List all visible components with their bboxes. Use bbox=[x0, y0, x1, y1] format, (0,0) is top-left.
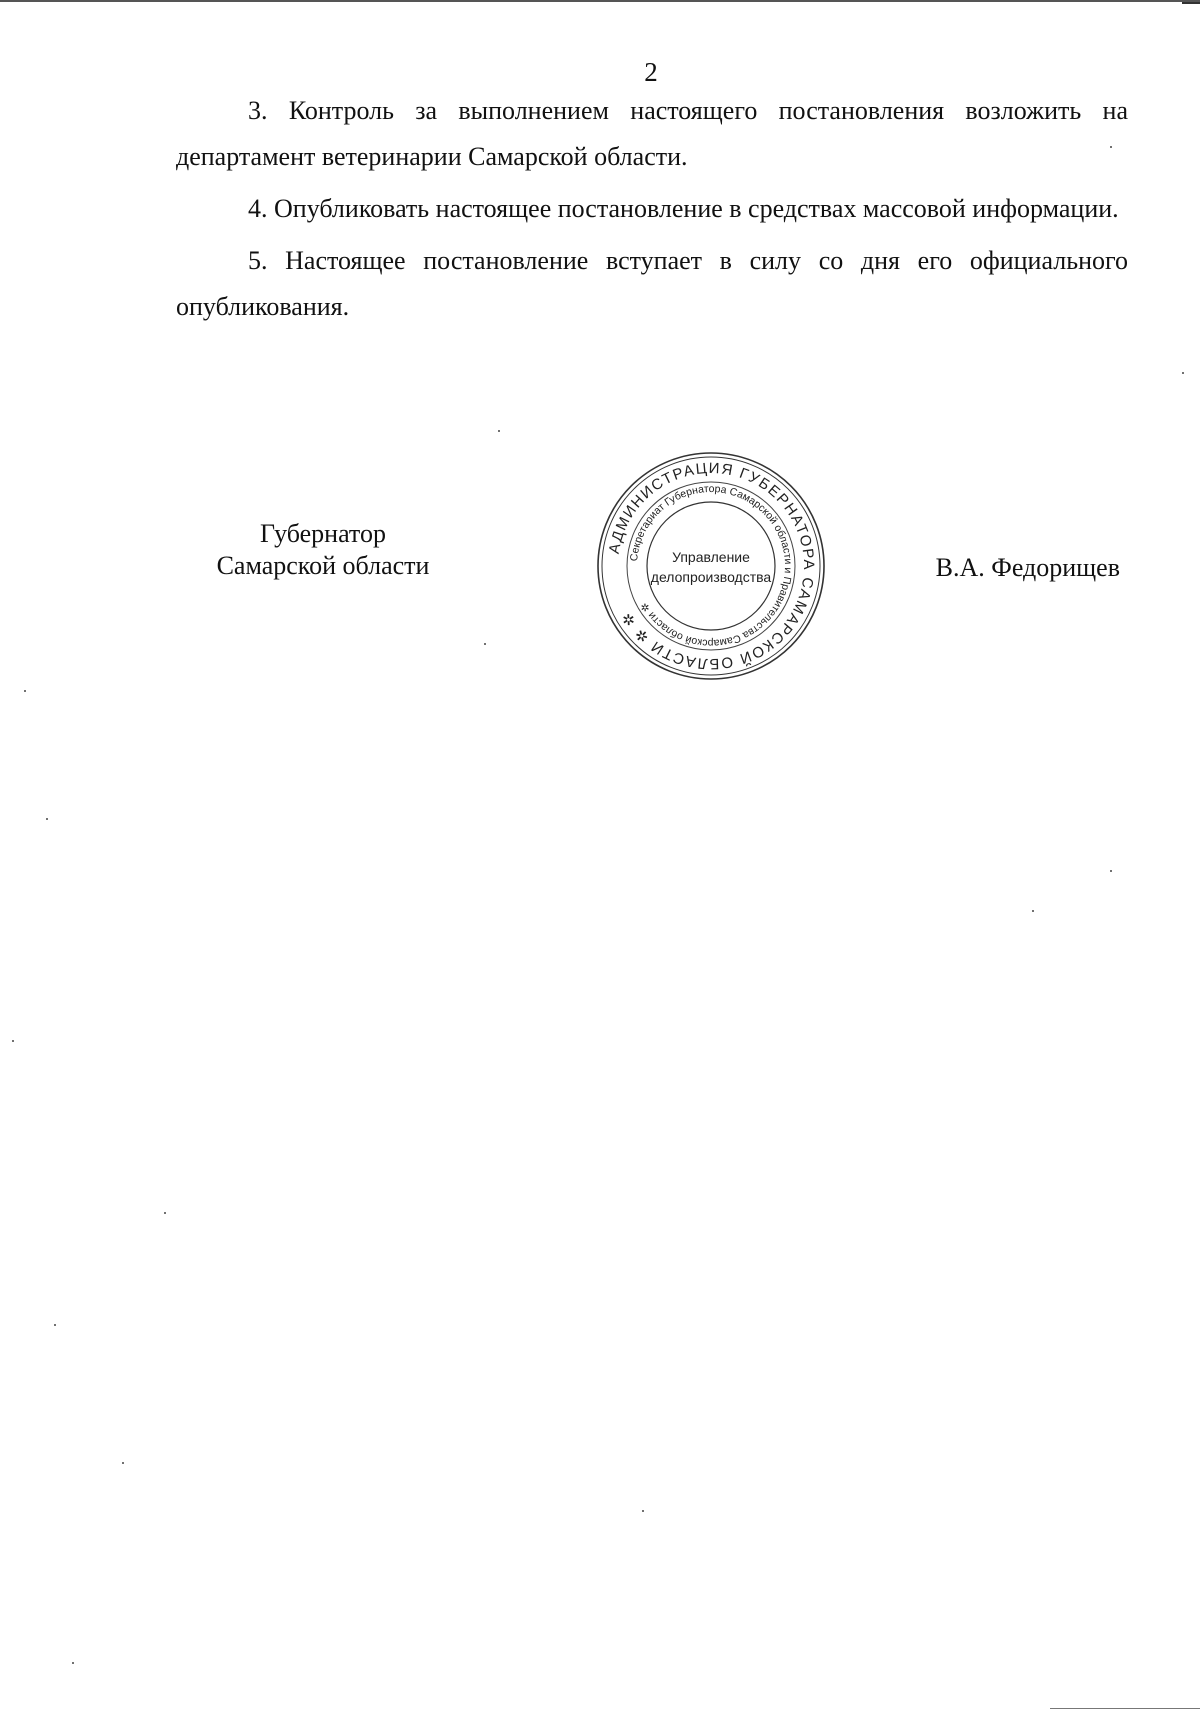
paragraph-3: 3. Контроль за выполнением настоящего постановления возложить на департамент ветеринарии Самарской области. bbox=[176, 96, 1128, 171]
paragraph-5: 5. Настоящее постановление вступает в силу со дня его официального опубликования. bbox=[176, 246, 1128, 321]
scan-speck bbox=[1182, 372, 1184, 374]
seal-center-line1: Управление bbox=[672, 549, 750, 565]
paragraph-4: 4. Опубликовать настоящее постановление в средствах массовой информации. bbox=[248, 194, 1119, 223]
scan-speck bbox=[122, 1462, 124, 1464]
seal-inner-text: Секретариат Губернатора Самарской области и Правительства Самарской области ✲ bbox=[628, 482, 795, 650]
signatory-title-line2: Самарской области bbox=[216, 551, 430, 580]
scan-speck bbox=[484, 643, 486, 645]
scan-speck bbox=[164, 1212, 166, 1214]
scan-speck bbox=[72, 1662, 74, 1664]
scan-speck bbox=[498, 430, 500, 432]
page-number: 2 bbox=[644, 57, 658, 87]
scan-speck bbox=[54, 1324, 56, 1326]
scan-speck bbox=[46, 818, 48, 820]
top-scan-edge-mark bbox=[1182, 2, 1200, 4]
scan-speck bbox=[1110, 870, 1112, 872]
seal-graphic bbox=[595, 450, 827, 682]
signatory-title bbox=[180, 518, 466, 582]
top-scan-edge bbox=[0, 0, 1200, 2]
scan-speck bbox=[12, 1040, 14, 1042]
scan-speck bbox=[1110, 146, 1112, 148]
seal-outer-text: АДМИНИСТРАЦИЯ ГУБЕРНАТОРА САМАРСКОЙ ОБЛАСТИ ✲ ✲ bbox=[605, 459, 818, 673]
scan-speck bbox=[642, 1510, 644, 1512]
signatory-title-line1: Губернатор bbox=[260, 519, 386, 548]
seal-center-line2: делопроизводства bbox=[650, 569, 772, 585]
scan-speck bbox=[24, 690, 26, 692]
scan-speck bbox=[1032, 910, 1034, 912]
official-seal bbox=[595, 450, 827, 682]
bottom-scan-edge bbox=[1050, 1708, 1200, 1709]
signatory-name: В.А. Федорищев bbox=[935, 553, 1120, 582]
svg-text:Секретариат Губернатора Самарс bbox=[628, 483, 794, 649]
document-body bbox=[176, 88, 1128, 336]
